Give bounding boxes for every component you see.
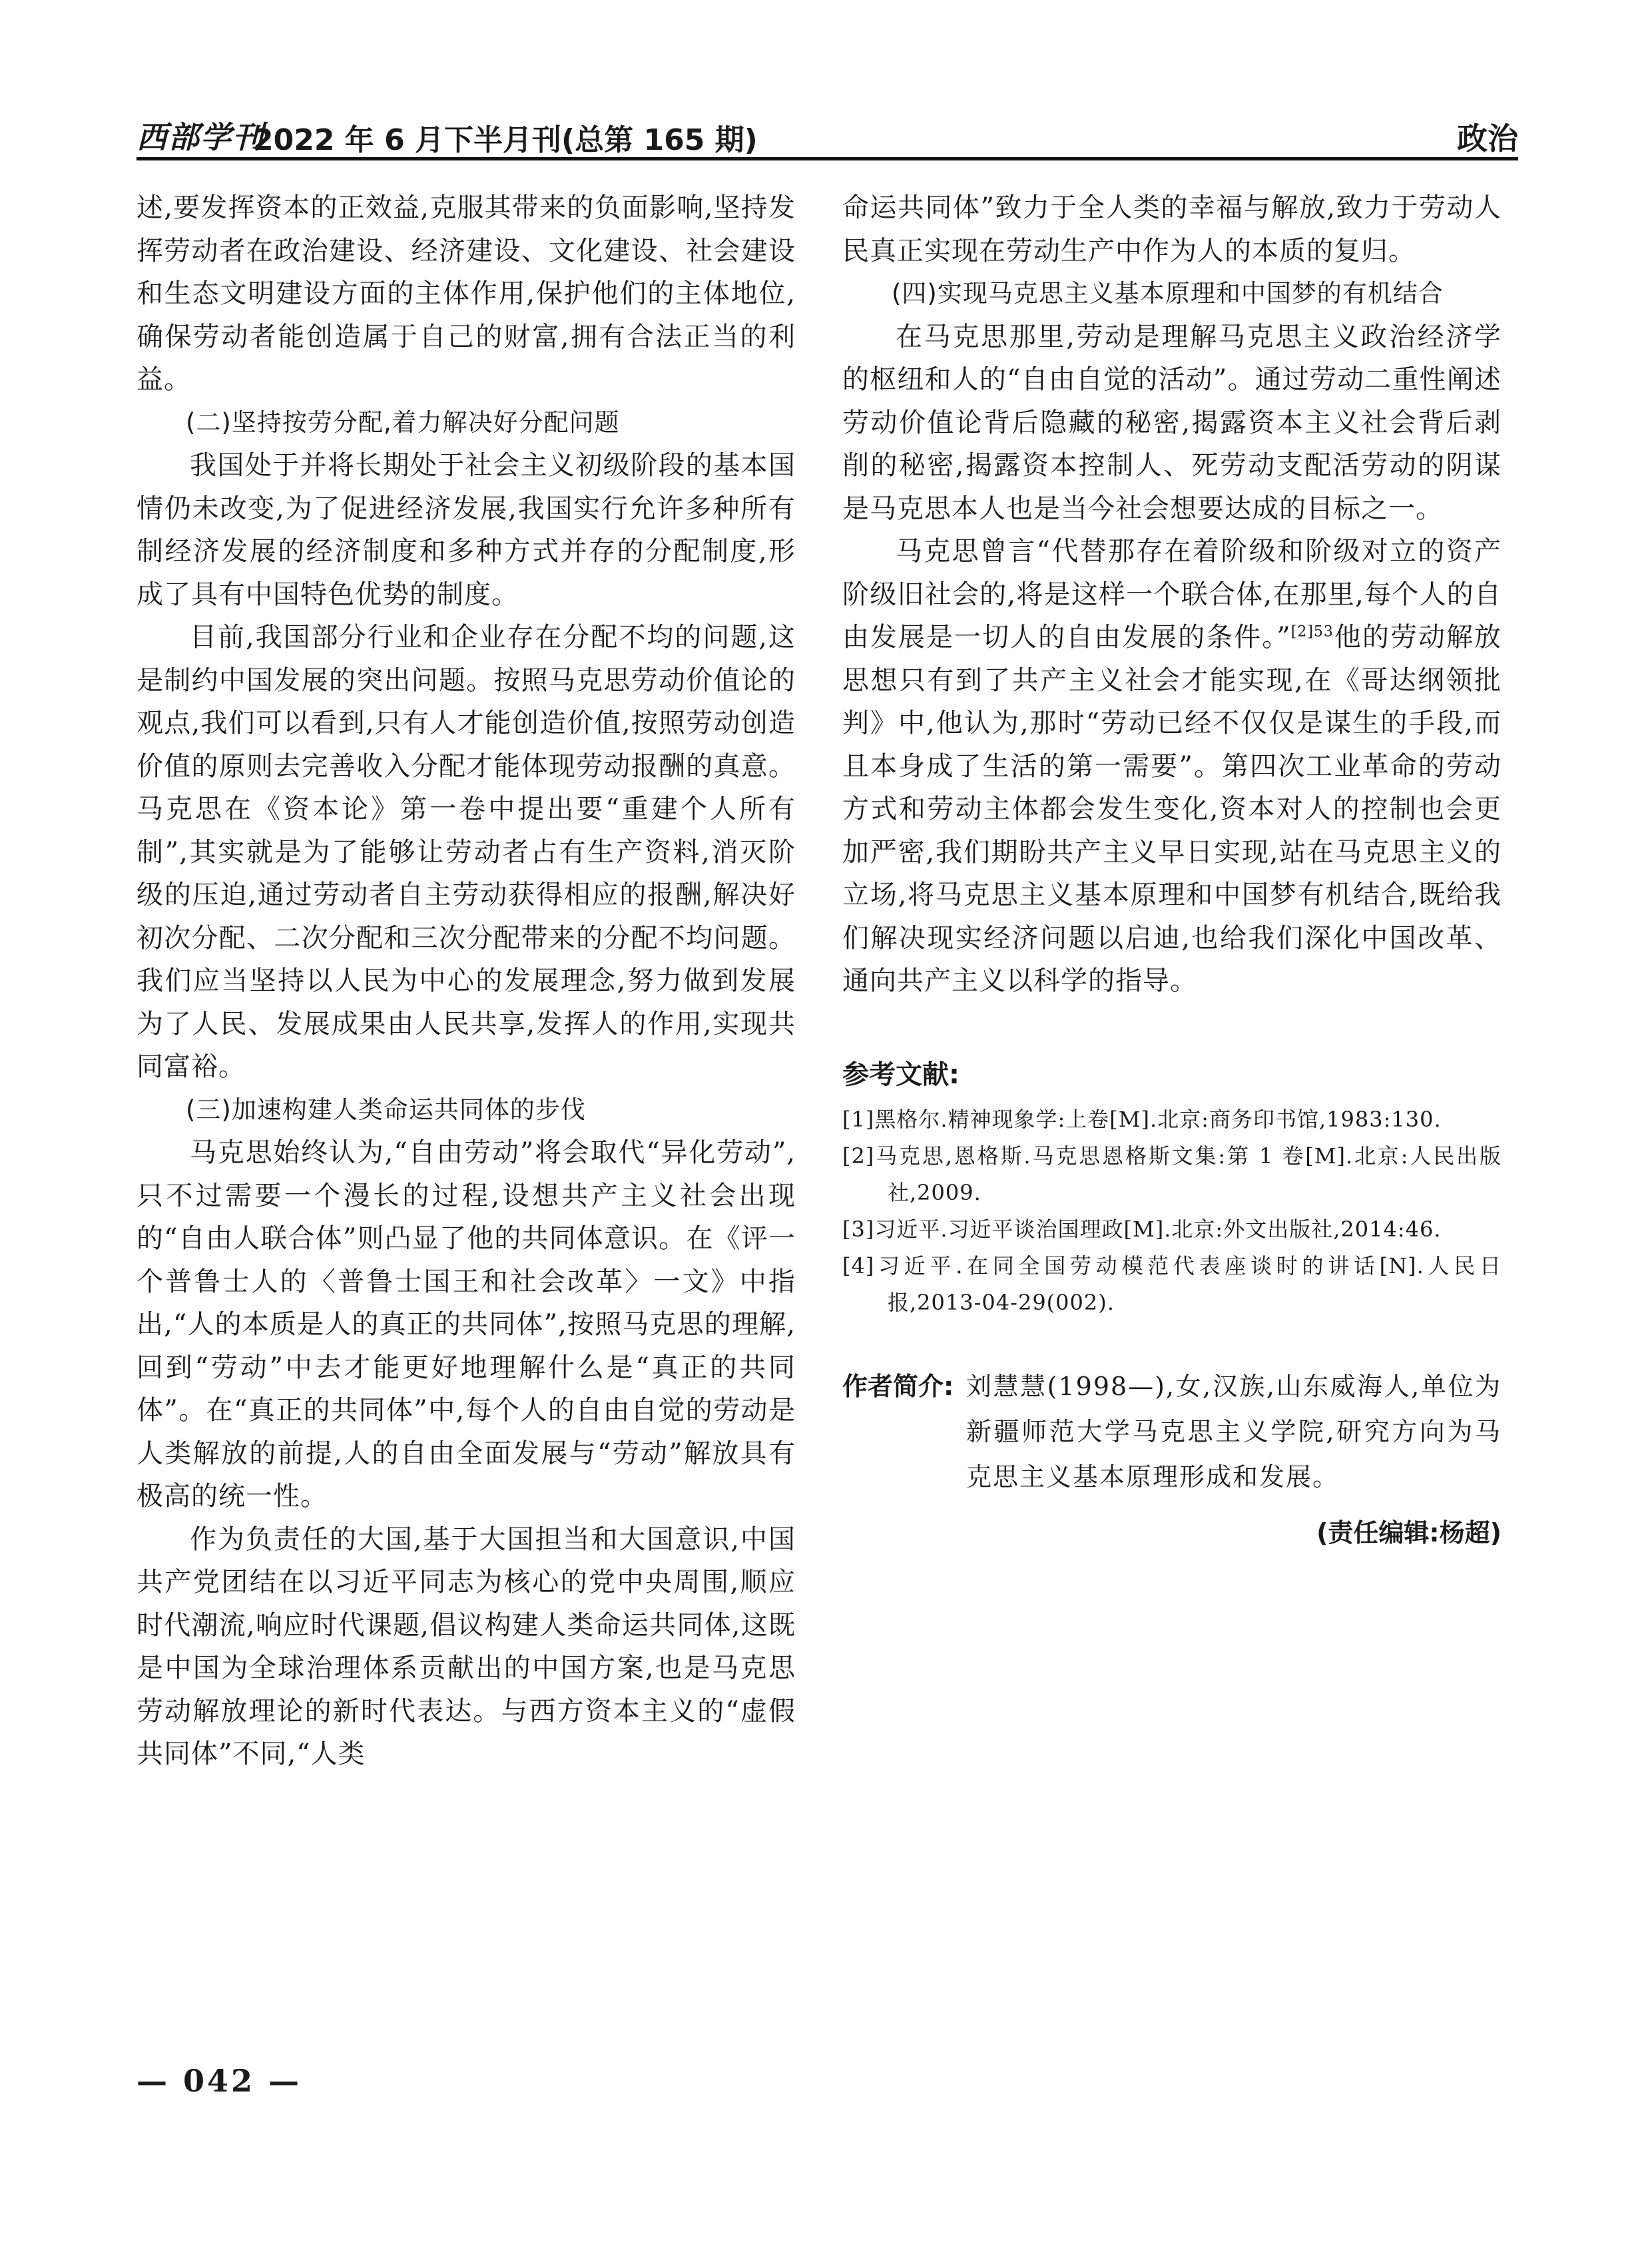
- author-text: 刘慧慧(1998—),女,汉族,山东威海人,单位为新疆师范大学马克思主义学院,研究方向为马克思主义基本原理形成和发展。: [966, 1371, 1502, 1492]
- body-paragraph: 在马克思那里,劳动是理解马克思主义政治经济学的枢纽和人的“自由自觉的活动”。通过劳动二重性阐述劳动价值论背后隐藏的秘密,揭露资本主义社会背后剥削的秘密,揭露资本控制人、死劳动支配活劳动的阴谋是马克思本人也是当今社会想要达成的目标之一。: [842, 321, 1502, 524]
- body-paragraph: 我国处于并将长期处于社会主义初级阶段的基本国情仍未改变,为了促进经济发展,我国实行允许多种所有制经济发展的经济制度和多种方式并存的分配制度,形成了具有中国特色优势的制度。: [137, 450, 796, 610]
- section-name: 政治: [1457, 121, 1518, 156]
- journal-name: 西部学刊: [137, 119, 264, 155]
- references-list: [842, 1101, 1502, 1321]
- section-subheading: (四)实现马克思主义基本原理和中国梦的有机结合: [892, 279, 1444, 308]
- issue-info: 2022 年 6 月下半月刊(总第 165 期): [253, 123, 758, 157]
- running-header: [137, 113, 1518, 157]
- reference-item: [2]马克思,恩格斯.马克思恩格斯文集:第 1 卷[M].北京:人民出版社,2009.: [842, 1143, 1502, 1205]
- body-paragraph: 目前,我国部分行业和企业存在分配不均的问题,这是制约中国发展的突出问题。按照马克思劳动价值论的观点,我们可以看到,只有人才能创造价值,按照劳动创造价值的原则去完善收入分配才能体现劳动报酬的真意。马克思在《资本论》第一卷中提出要“重建个人所有制”,其实就是为了能够让劳动者占有生产资料,消灭阶级的压迫,通过劳动者自主劳动获得相应的报酬,解决好初次分配、二次分配和三次分配带来的分配不均问题。我们应当坚持以人民为中心的发展理念,努力做到发展为了人民、发展成果由人民共享,发挥人的作用,实现共同富裕。: [137, 622, 796, 1082]
- quote-text: 马克思曾言“代替那存在着阶级和阶级对立的资产阶级旧社会的,将是这样一个联合体,在那里,每个人的自由发展是一切人的自由发展的条件。”: [842, 536, 1502, 653]
- right-column-blocks: [842, 186, 1502, 530]
- body-paragraph: 述,要发挥资本的正效益,克服其带来的负面影响,坚持发挥劳动者在政治建设、经济建设、文化建设、社会建设和生态文明建设方面的主体作用,保护他们的主体地位,确保劳动者能创造属于自己的财富,拥有合法正当的利益。: [137, 192, 796, 395]
- quote-continuation: 他的劳动解放思想只有到了共产主义社会才能实现,在《哥达纲领批判》中,他认为,那时“劳动已经不仅仅是谋生的手段,而且本身成了生活的第一需要”。第四次工业革命的劳动方式和劳动主体都会发生变化,资本对人的控制也会更加严密,我们期盼共产主义早日实现,站在马克思主义的立场,将马克思主义基本原理和中国梦有机结合,既给我们解决现实经济问题以启迪,也给我们深化中国改革、通向共产主义以科学的指导。: [842, 622, 1502, 996]
- body-paragraph: 马克思始终认为,“自由劳动”将会取代“异化劳动”,只不过需要一个漫长的过程,设想共产主义社会出现的“自由人联合体”则凸显了他的共同体意识。在《评一个普鲁士人的〈普鲁士国王和社会改革〉一文》中指出,“人的本质是人的真正的共同体”,按照马克思的理解,回到“劳动”中去才能更好地理解什么是“真正的共同体”。在“真正的共同体”中,每个人的自由自觉的劳动是人类解放的前提,人的自由全面发展与“劳动”解放具有极高的统一性。: [137, 1137, 796, 1512]
- author-label: 作者简介:: [842, 1371, 954, 1401]
- references-title: 参考文献:: [842, 1059, 960, 1090]
- reference-item: [1]黑格尔.精神现象学:上卷[M].北京:商务印书馆,1983:130.: [842, 1106, 1442, 1132]
- author-info: [842, 1364, 1502, 1500]
- section-subheading: (三)加速构建人类命运共同体的步伐: [186, 1095, 586, 1124]
- reference-item: [3]习近平.习近平谈治国理政[M].北京:外文出版社,2014:46.: [842, 1216, 1442, 1242]
- right-column: [842, 186, 1502, 1553]
- section-subheading: (二)坚持按劳分配,着力解决好分配问题: [186, 408, 620, 437]
- reference-item: [4]习近平.在同全国劳动模范代表座谈时的讲话[N].人民日报,2013-04-29(002).: [842, 1253, 1502, 1315]
- left-column: [137, 186, 796, 1776]
- header-rule: [137, 157, 1518, 160]
- responsible-editor: (责任编辑:杨超): [1316, 1518, 1502, 1547]
- body-paragraph: 作为负责任的大国,基于大国担当和大国意识,中国共产党团结在以习近平同志为核心的党中央周围,顺应时代潮流,响应时代课题,倡议构建人类命运共同体,这既是中国为全球治理体系贡献出的中国方案,也是马克思劳动解放理论的新时代表达。与西方资本主义的“虚假共同体”不同,“人类: [137, 1524, 796, 1769]
- quote-paragraph: [842, 530, 1502, 1003]
- citation-marker: [2]53: [1290, 623, 1334, 641]
- body-paragraph: 命运共同体”致力于全人类的幸福与解放,致力于劳动人民真正实现在劳动生产中作为人的本质的复归。: [842, 192, 1502, 266]
- page-number: — 042 —: [137, 2063, 302, 2099]
